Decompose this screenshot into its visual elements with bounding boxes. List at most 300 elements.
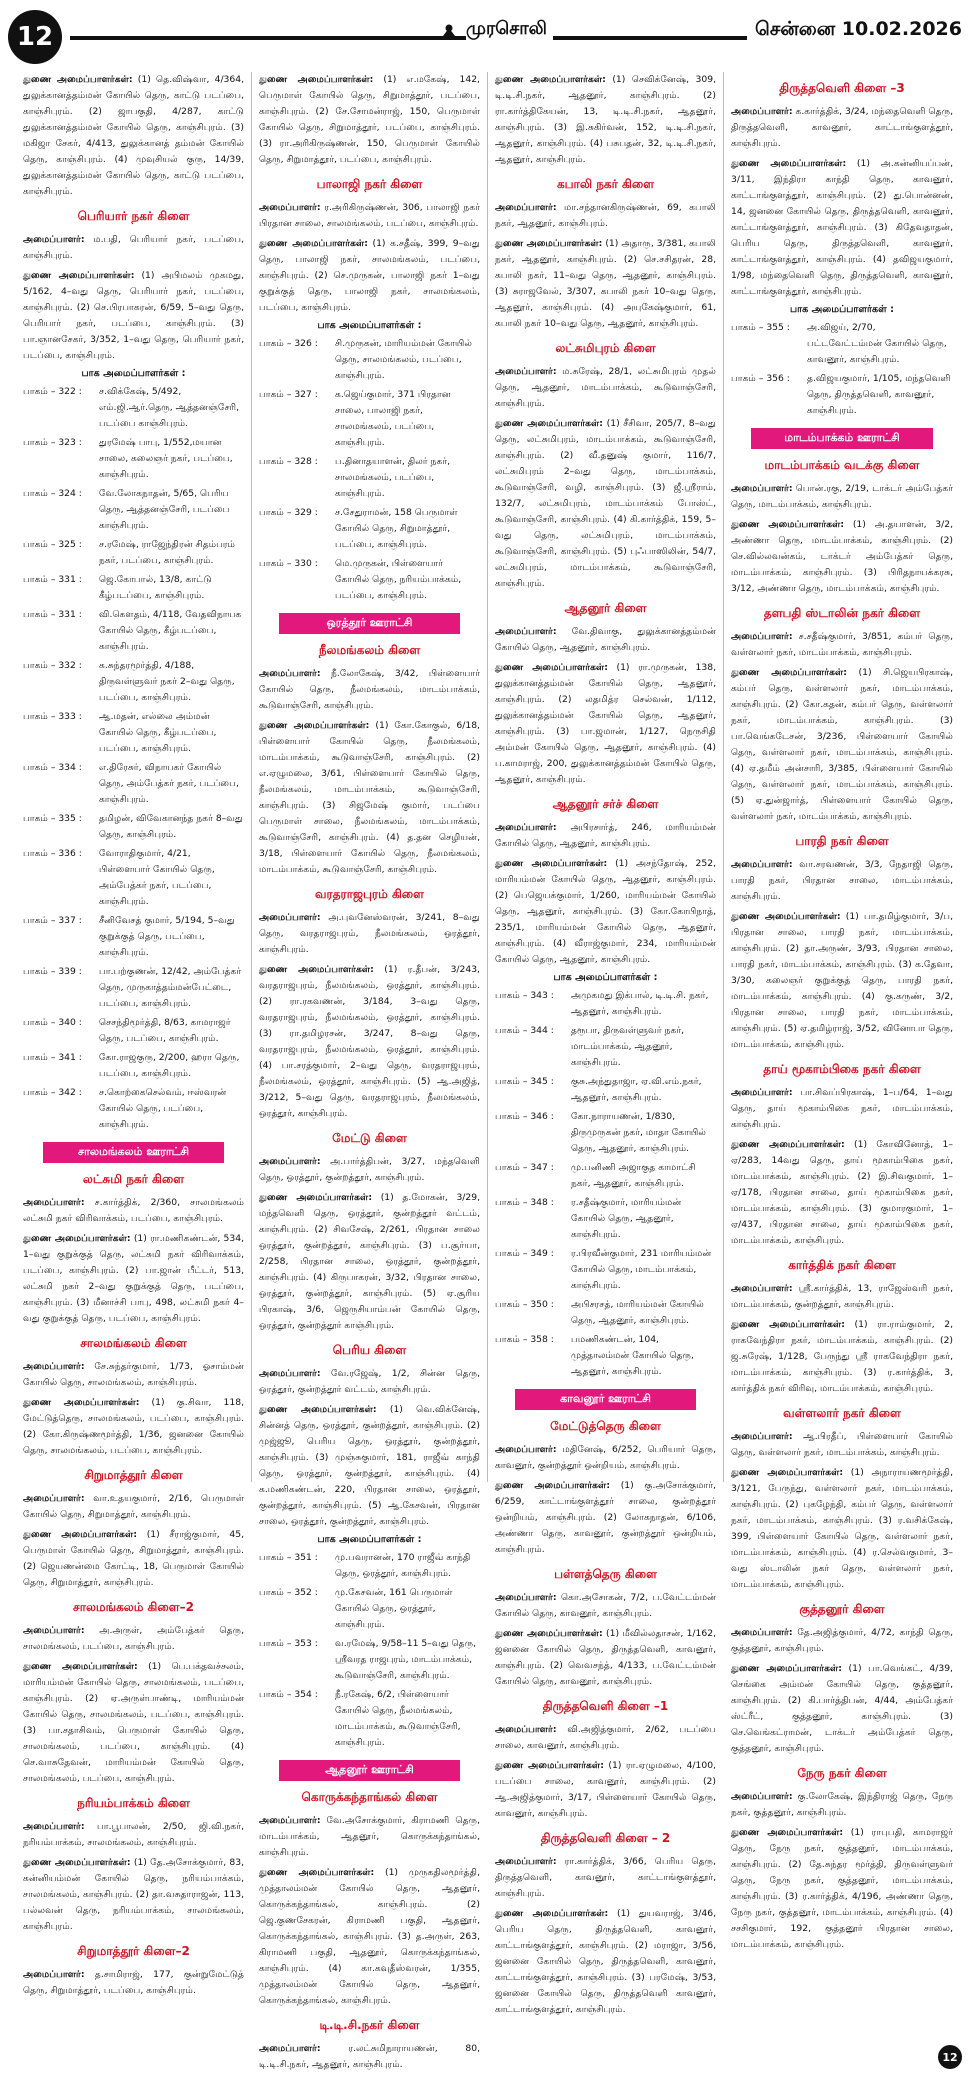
role-label: துணை அமைப்பாளர்கள்:: [495, 418, 603, 429]
branch-heading: பெரியார் நகர் கிளை: [77, 209, 190, 223]
booth-number: பாகம் – 329 :: [259, 507, 318, 518]
names-text: (1) முருகதிலமூர்த்தி, முத்தாலம்மன் கோயில் தெரு, ஆதனூர், கொருக்கந்தாங்கல், காஞ்சிபுரம். (2) ஜெ.குணசேகரன், கிராமணி பகுதி, ஆதனூர், கொருக்கந்தாங்கல், காஞ்சிபுரம். (3) த.அருள், 263, கிராமணி பகுதி, ஆதனூர், கொருக்கந்தாங்கல், காஞ்சிபுரம். (4) கா.கவுதீஸ்வரன், 1/355, முத்தாலம்மன் கோயில் தெரு, ஆதனூர், கொருக்கந்தாங்கல், காஞ்சிபுரம்.: [259, 1867, 480, 2006]
role-label: துணை அமைப்பாளர்கள்:: [495, 1760, 604, 1771]
office-bearer-paragraph: [495, 72, 716, 168]
names-text: (1) அ.கன்னியப்பன், 3/11, இந்திரா காந்தி தெரு, காவனூர், காட்டாங்குளத்தூர், காஞ்சிபுரம். (2) து.பொன்னன், 14, ஜனனை கோயில் தெரு, திருத்தவெளி, காவனூர், காட்டாங்குளத்தூர், காஞ்சிபுரம். (3) கிதேவதாதன், பெரிய தெரு, திருத்தவெளி, காவனூர், காட்டாங்குளத்தூர், காஞ்சிபுரம். (4) தவிஜயகுமார், 1/98, மந்தைவெளி தெரு, திருத்தவெளி, காவனூர், காட்டாங்குளத்தூர், காஞ்சிபுரம்.: [731, 158, 953, 297]
office-bearer-paragraph: [23, 1623, 244, 1655]
office-bearer-paragraph: [731, 1281, 953, 1313]
booth-number: பாகம் – 345 :: [495, 1076, 554, 1087]
names-text: அ.பார்த்திபன், 3/27, மந்தவெளி தெரு, ஒரத்தூர், குன்றத்தூர், காஞ்சிபுரம்.: [259, 1156, 480, 1183]
booth-organizer: அபிசரசத், மாரியம்மன் கோயில் தெரு, ஆதனூர், காஞ்சிபுரம்.: [571, 1299, 704, 1326]
role-label: அமைப்பாளர்:: [23, 1625, 85, 1636]
booth-number: பாகம் – 340 :: [23, 1017, 82, 1028]
booth-number: பாகம் – 355 :: [731, 322, 790, 333]
booth-number: பாகம் – 324 :: [23, 488, 82, 499]
booth-organizer: பா.பற்குணன், 12/42, அம்பேத்கர் தெரு, முருகாத்தம்மன்பேட்டை, படப்பை, காஞ்சிபுரம்.: [99, 966, 242, 1009]
branch-heading: பள்ளத்தெரு கிளை: [554, 1567, 657, 1581]
booth-organizer: வே.லோகநாதன், 5/65, பெரிய தெரு, ஆத்தனஞ்சேரி, படப்பை காஞ்சிபுரம்.: [99, 488, 230, 531]
booth-row: [259, 556, 480, 604]
booth-number: பாகம் – 328 :: [259, 456, 318, 467]
role-label: அமைப்பாளர்:: [495, 1592, 557, 1603]
office-bearer-paragraph: [259, 1813, 480, 1861]
newspaper-name: முரசொலி: [466, 18, 553, 41]
office-bearer-paragraph: [23, 1195, 244, 1227]
booth-row: [259, 1636, 480, 1684]
booth-row: [23, 1015, 244, 1047]
branch-heading: பாரதி நகர் கிளை: [795, 834, 889, 848]
booth-number: பாகம் – 358 :: [495, 1334, 554, 1345]
role-label: அமைப்பாளர்:: [495, 626, 557, 637]
branch-heading: கொருக்கந்தாங்கல் கிளை: [301, 1790, 438, 1804]
office-bearer-paragraph: [259, 1190, 480, 1334]
names-text: கொ.அசோகன், 7/2, ப.வேட்டம்மன் கோயில் தெரு, காவனூர், காஞ்சிபுரம்.: [495, 1592, 716, 1619]
booth-organizer: க.சுந்தரமூர்த்தி, 4/188, திருவள்ளுவர் நகர் 2–வது தெரு, படப்பை, காஞ்சிபுரம்.: [99, 660, 235, 703]
booth-row: [259, 1585, 480, 1633]
role-label: துணை அமைப்பாளர்கள்:: [495, 74, 606, 85]
names-text: வே.அசோக்குமார், கிராமணி தெரு, மாடம்பாக்கம், ஆதனூர், கொருக்கந்தாங்கல், காஞ்சிபுரம்.: [259, 1815, 480, 1858]
booth-row: [259, 1550, 480, 1582]
section-subheading: பாக அமைப்பாளர்கள் :: [81, 368, 186, 379]
booth-organizer: ர.சதீஷ்குமார், மாரியம்மன் கோயில் தெரு, ஆதனூர், காஞ்சிபுரம்.: [571, 1197, 682, 1240]
office-bearer-paragraph: [23, 232, 244, 264]
office-bearer-paragraph: [731, 629, 953, 661]
office-bearer-paragraph: [259, 1366, 480, 1398]
office-bearer-paragraph: [731, 1429, 953, 1461]
role-label: அமைப்பாளர்:: [259, 1368, 321, 1379]
role-label: துணை அமைப்பாளர்கள்:: [259, 238, 368, 249]
office-bearer-paragraph: [495, 1906, 716, 2018]
role-label: துணை அமைப்பாளர்கள்:: [23, 1857, 131, 1868]
role-label: துணை அமைப்பாளர்கள்:: [731, 1663, 842, 1674]
column-3: [488, 72, 724, 2015]
names-text: (1) த.மோகன், 3/29, மந்தவெளி தெரு, ஒரத்தூர், குன்றத்தூர் வட்டம், காஞ்சிபுரம். (2) சிவசேஷ், 2/261, பிரதான சாலை ஒரத்தூர், குன்றத்தூர், காஞ்சிபுரம். (3) ப.சூர்யா, 2/258, பிரதான சாலை, ஒரத்தூர், குன்றத்தூர், காஞ்சிபுரம். (4) கிருபாகரன், 3/32, பிரதான சாலை, ஒரத்தூர், குன்றத்தூர், காஞ்சிபுரம். (5) ஏ.சூரிய பிரகாஷ், 3/6, ஜெருசியாம்பன் கோயில் தெரு, ஒரத்தூர், குன்றத்தூர் காஞ்சிபுரம்.: [259, 1192, 480, 1331]
column-2: [252, 72, 488, 2070]
role-label: அமைப்பாளர்:: [23, 234, 85, 245]
names-text: (1) கோவினோத், 1–ஏ/283, 14வது தெரு, தாய் மூகாம்பிகை நகர், மாடம்பாக்கம், காஞ்சிபுரம். (2) இ.சிவகுமார், 1–ஏ/178, பிரதான சாலை, தாய் மூகாம்பிகை நகர், மாடம்பாக்கம், காஞ்சிபுரம். (3) குமாரகுமார், 1–ஏ/437, பிரதான சாலை, தாய் மூகாம்பிகை நகர், மாடம்பாக்கம், காஞ்சிபுரம்.: [731, 1139, 953, 1246]
booth-organizer: துரமேஷ் பாபு, 1/552,மயான சாலை, கலைஞர் நகர், படப்பை, காஞ்சிபுரம்.: [99, 437, 233, 480]
masthead: [0, 0, 972, 68]
names-text: ச.சதீஷ்குமார், 3/851, கம்பர் தெரு, வள்ளலார் நகர், மாடம்பாக்கம், காஞ்சிபுரம்.: [731, 631, 953, 658]
section-subheading: பாக அமைப்பாளர்கள் :: [789, 304, 895, 315]
booth-organizer: தரூபா, திருவள்ளுவர் நகர், மாடம்பாக்கம், ஆதனூர், காஞ்சிபுரம்.: [571, 1025, 685, 1068]
office-bearer-paragraph: [23, 1855, 244, 1935]
office-bearer-paragraph: [731, 1625, 953, 1657]
article-columns: [16, 72, 961, 2070]
names-text: (1) அதாரு, 3/381, கபாலி நகர், ஆதனூர், காஞ்சிபுரம். (2) செ.சசிதரன், 28, கபாலி நகர், 11–வது தெரு, ஆதனூர், காஞ்சிபுரம். (3) சுராஜவேல், 3/307, கபாலி நகர் 10–வது தெரு, ஆதனூர், காஞ்சிபுரம். (4) அயுகேஷ்குமார், 61, கபாலி நகர் 10–வது தெரு, ஆதனூர், காஞ்சிபுரம்.: [495, 238, 716, 329]
booth-number: பாகம் – 330 :: [259, 558, 318, 569]
office-bearer-paragraph: [731, 156, 953, 300]
branch-heading: நீலமங்கலம் கிளை: [318, 643, 421, 657]
booth-row: [23, 658, 244, 706]
booth-number: பாகம் – 356 :: [731, 373, 790, 384]
role-label: துணை அமைப்பாளர்கள்:: [259, 1192, 373, 1203]
office-bearer-paragraph: [495, 624, 716, 656]
booth-row: [23, 435, 244, 483]
booth-organizer: கோ.ராஜகுரு, 2/200, ஹரா தெரு, படப்பை, காஞ்சிபுரம்.: [99, 1052, 240, 1079]
names-text: (1) ரா.முருகன், 138, துலுக்கானத்தம்மன் கோயில் தெரு, ஆதனூர், காஞ்சிபுரம். (2) லதமித்ர செல்வன், 1/112, துலுக்கானத்தம்மன் கோயில் தெரு, ஆதனூர், காஞ்சிபுரம். (3) பா.ஜமான், 1/127, நெருசிதி அம்மன் கோயில் தெரு, ஆதனூர், காஞ்சிபுரம். (4) ப.காமராஜ், 200, துலுக்கானத்தம்மன் கோயில் தெரு, ஆதனூர், காஞ்சிபுரம்.: [495, 662, 716, 785]
booth-number: பாகம் – 344 :: [495, 1025, 554, 1036]
booth-organizer: ப.தினாதயாளன், திலர் நகர், சாலமங்கலம், படப்பை, காஞ்சிபுரம்.: [335, 456, 451, 499]
office-bearer-paragraph: [731, 1661, 953, 1757]
booth-organizer: அ.விஜய், 2/70, பட்டவேட்டம்மன் கோயில் தெரு, காவனூர், காஞ்சிபுரம்.: [807, 322, 947, 365]
role-label: அமைப்பாளர்:: [495, 1724, 557, 1735]
role-label: துணை அமைப்பாளர்கள்:: [495, 662, 608, 673]
office-bearer-paragraph: [495, 1626, 716, 1690]
role-label: துணை அமைப்பாளர்கள்:: [731, 519, 845, 530]
branch-heading: மேட்டு கிளை: [332, 1131, 407, 1145]
branch-heading: ஆதனூர் கிளை: [564, 601, 647, 615]
office-bearer-paragraph: [23, 1527, 244, 1591]
branch-heading: சாலமங்கலம் கிளை–2: [73, 1600, 194, 1614]
booth-organizer: ஜெ.கோபால், 13/8, காட்டு கீழ்படப்பை, காஞ்சிபுரம்.: [99, 574, 212, 601]
role-label: அமைப்பாளர்:: [259, 1156, 321, 1167]
office-bearer-paragraph: [259, 910, 480, 958]
names-text: வி.அஜித்குமார், 2/62, படப்பை சாலை, காவனூர், காஞ்சிபுரம்.: [495, 1724, 716, 1751]
panchayat-banner: ஒரத்தூர் ஊராட்சி: [279, 613, 460, 634]
booth-organizer: ச.ரமேஷ், ராஜேந்திரன் சிதம்பரம் நகர், படப்பை, காஞ்சிபுரம்.: [99, 539, 236, 566]
booth-row: [495, 1297, 716, 1329]
booth-row: [259, 505, 480, 553]
role-label: அமைப்பாளர்:: [495, 1444, 557, 1455]
office-bearer-paragraph: [23, 1819, 244, 1851]
booth-row: [259, 336, 480, 384]
section-subheading: பாக அமைப்பாளர்கள் :: [317, 320, 422, 331]
office-bearer-paragraph: [23, 72, 244, 200]
names-text: (1) அபிமலம் முகமது, 5/162, 4–வது தெரு, பெரியார் நகர், படப்பை, காஞ்சிபுரம். (2) செ.பிரபாகரன், 6/59, 5–வது தெரு, பெரியார் நகர், படப்பை, காஞ்சிபுரம். (3) பா.ஞானசேகர், 3/352, 1–வது தெரு, பெரியார் நகர், படப்பை, காஞ்சிபுரம்.: [23, 270, 244, 361]
booth-number: பாகம் – 336 :: [23, 848, 82, 859]
office-bearer-paragraph: [259, 200, 480, 232]
office-bearer-paragraph: [23, 1967, 244, 1999]
names-text: (1) ரா.ராம்குமார், 2, ராகவேந்திரா நகர், மாடம்பாக்கம், காஞ்சிபுரம். (2) ஜ.சுரேஷ், 1/128, பேருந்து ஸ்ரீ ராகவேந்திரா நகர், மாடம்பாக்கம், காஞ்சிபுரம். (3) ர.கார்த்திக், 3, கார்த்திக் நகர் விரிவு, மாடம்பாக்கம், காஞ்சிபுரம்.: [731, 1319, 953, 1394]
booth-number: பாகம் – 327 :: [259, 389, 318, 400]
branch-heading: கபாலி நகர் கிளை: [556, 177, 655, 191]
office-bearer-paragraph: [495, 236, 716, 332]
booth-row: [23, 913, 244, 961]
office-bearer-paragraph: [731, 857, 953, 905]
booth-row: [23, 760, 244, 808]
booth-row: [259, 387, 480, 451]
booth-number: பாகம் – 351 :: [259, 1552, 318, 1563]
names-text: வா.சரவணன், 3/3, நேதாஜி தெரு, பாரதி நகர், பிரதான சாலை, மாடம்பாக்கம், காஞ்சிபுரம்.: [731, 859, 953, 902]
office-bearer-paragraph: [731, 1789, 953, 1821]
names-text: ம.பதி, பெரியார் நகர், படப்பை, காஞ்சிபுரம்.: [23, 234, 244, 261]
booth-row: [23, 537, 244, 569]
booth-number: பாகம் – 339 :: [23, 966, 82, 977]
booth-number: பாகம் – 349 :: [495, 1248, 554, 1259]
names-text: (1) ராபுபதி, காமராஜர் தெரு, நேரு நகர், குத்தனூர், மாடம்பாக்கம், காஞ்சிபுரம். (2) தே.சுந்தர மூர்த்தி, திருவள்ளுவர் தெரு, நேரு நகர், குத்தனூர், மாடம்பாக்கம், காஞ்சிபுரம். (3) ர.கார்த்திக், 4/196, அண்ணா தெரு, நேரு நகர், குத்தனூர், மாடம்பாக்கம், காஞ்சிபுரம். (4) சசசிகுமார், 192, குத்தனூர் பிரதான சாலை, மாடம்பாக்கம், காஞ்சிபுரம்.: [731, 1827, 953, 1950]
names-text: (1) அசந்தோஷ், 252, மாரியம்மன் கோயில் தெரு, ஆதனூர், காஞ்சிபுரம். (2) பெஜெயக்குமார், 1/260, மாரியம்மன் கோயில் தெரு, ஆதனூர், காஞ்சிபுரம். (3) கோ.கோபிநாத், 235/1, மாரியம்மன் கோயில் தெரு, ஆதனூர், காஞ்சிபுரம். (4) வீராஜ்குமார், 234, மாரியம்மன் கோயில் தெரு, ஆதனூர், காஞ்சிபுரம்.: [495, 858, 716, 965]
branch-heading: லட்சுமி நகர் கிளை: [82, 1172, 185, 1186]
booth-row: [495, 1109, 716, 1157]
role-label: துணை அமைப்பாளர்கள்:: [495, 858, 608, 869]
branch-heading: திருத்தவெளி கிளை –3: [779, 81, 905, 95]
booth-number: பாகம் – 353 :: [259, 1638, 318, 1649]
role-label: துணை அமைப்பாளர்கள்:: [259, 74, 374, 85]
rising-sun-logo-icon: [438, 22, 460, 42]
booth-number: பாகம் – 323 :: [23, 437, 82, 448]
booth-row: [23, 486, 244, 534]
names-text: ச.கார்த்திக், 2/360, சாலமங்கலம் லட்சுமி நகர் விரிவாக்கம், படப்பை, காஞ்சிபுரம்.: [23, 1197, 244, 1224]
branch-heading: வரதராஜபுரம் கிளை: [315, 887, 424, 901]
names-text: அ.அருள், அம்பேத்கர் தெரு, சாலமங்கலம், படப்பை, காஞ்சிபுரம்.: [23, 1625, 244, 1652]
role-label: அமைப்பாளர்:: [23, 1361, 85, 1372]
office-bearer-paragraph: [731, 481, 953, 513]
role-label: அமைப்பாளர்:: [731, 859, 793, 870]
panchayat-banner: காவனூர் ஊராட்சி: [515, 1389, 696, 1410]
booth-organizer: செசந்திமூர்த்தி, 8/63, காமராஜர் தெரு, படப்பை, காஞ்சிபுரம்.: [99, 1017, 231, 1044]
names-text: (1) ர.தீபன், 3/243, வரதராஜபுரம், நீலமங்கலம், ஒரத்தூர், காஞ்சிபுரம். (2) ரா.ரகவணன், 3/184, 3–வது தெரு, வரதராஜபுரம், நீலமங்கலம், ஒரத்தூர், காஞ்சிபுரம். (3) ரா.தமிழரசன், 3/247, 8–வது தெரு, வரதராஜபுரம், நீலமங்கலம், ஒரத்தூர், காஞ்சிபுரம். (4) பா.சரத்குமார், 2–வது தெரு, வரதராஜபுரம், நீலமங்கலம், ஒரத்தூர், காஞ்சிபுரம். (5) ஆ.அஜித், 3/212, 5–வது தெரு, வரதராஜபுரம், நீலமங்கலம், ஒரத்தூர், காஞ்சிபுரம்.: [259, 964, 480, 1119]
branch-heading: சாலமங்கலம் கிளை: [80, 1336, 187, 1350]
office-bearer-paragraph: [23, 1231, 244, 1327]
office-bearer-paragraph: [731, 1085, 953, 1133]
booth-row: [495, 1195, 716, 1243]
office-bearer-paragraph: [731, 1465, 953, 1593]
section-subheading: பாக அமைப்பாளர்கள் :: [553, 972, 658, 983]
branch-heading: திருத்தவெளி கிளை – 2: [540, 1831, 671, 1845]
office-bearer-paragraph: [259, 1865, 480, 2009]
booth-row: [23, 811, 244, 843]
office-bearer-paragraph: [259, 2041, 480, 2073]
booth-organizer: ச.கொற்கைசெல்வம், ஈஸ்வரன் கோயில் தெரு, படப்பை, காஞ்சிபுரம்.: [99, 1087, 227, 1130]
office-bearer-paragraph: [495, 1722, 716, 1754]
office-bearer-paragraph: [259, 236, 480, 316]
booth-organizer: வ.ரமேஷ், 9/58–11 5–வது தெரு, ஸ்ரீவரத ராஜபுரம், மாடம்பாக்கம், கூடுவாஞ்சேரி, காஞ்சிபுரம்.: [335, 1638, 477, 1681]
booth-row: [23, 607, 244, 655]
branch-heading: நரியம்பாக்கம் கிளை: [77, 1796, 190, 1810]
booth-number: பாகம் – 341 :: [23, 1052, 82, 1063]
office-bearer-paragraph: [259, 962, 480, 1122]
booth-number: பாகம் – 325 :: [23, 539, 82, 550]
page-number-badge: 12: [8, 10, 62, 64]
panchayat-banner: ஆதனூர் ஊராட்சி: [279, 1760, 460, 1781]
office-bearer-paragraph: [259, 1402, 480, 1530]
booth-number: பாகம் – 334 :: [23, 762, 82, 773]
names-text: (1) சி.ஜெயபிரகாஷ், கம்பர் தெரு, வள்ளலார் நகர், மாடம்பாக்கம், காஞ்சிபுரம். (2) கோ.கதன், கம்பர் தெரு, வள்ளலார் நகர், மாடம்பாக்கம், காஞ்சிபுரம். (3) பா.வெங்கடேசன், 3/236, பிள்ளையார் கோயில் தெரு, வள்ளலார் நகர், மாடம்பாக்கம், காஞ்சிபுரம். (4) ஏ.தமீம் அன்சாரி, 3/385, பிள்ளையார் கோயில் தெரு, வள்ளலார் நகர், மாடம்பாக்கம், காஞ்சிபுரம். (5) ஏ.துன்ஜார்த், பிள்ளையார் கோயில் தெரு, வள்ளலார் நகர், மாடம்பாக்கம், காஞ்சிபுரம்.: [731, 667, 953, 822]
booth-organizer: க.ஜெய்குமார், 371 பிரதான சாலை, பாலாஜி நகர், சாலமங்கலம், படப்பை, காஞ்சிபுரம்.: [335, 389, 451, 448]
booth-number: பாகம் – 350 :: [495, 1299, 554, 1310]
role-label: துணை அமைப்பாளர்கள்:: [259, 1867, 375, 1878]
names-text: வே.ரஜேஷ், 1/2, சின்ன தெரு, ஒரத்தூர், குன்றத்தூர் வட்டம், காஞ்சிபுரம்.: [259, 1368, 480, 1395]
booth-organizer: ச.சேதுராமன், 158 பெருமாள் கோயில் தெரு, சிறுமாத்தூர், படப்பை, காஞ்சிபுரம்.: [335, 507, 458, 550]
booth-number: பாகம் – 335 :: [23, 813, 82, 824]
office-bearer-paragraph: [731, 1317, 953, 1397]
names-text: பா.பூபாலன், 2/50, ஜி.வி.நகர், நரியம்பாக்கம், சாலமங்கலம், காஞ்சிபுரம்.: [23, 1821, 244, 1848]
booth-row: [23, 384, 244, 432]
names-text: ம.சுரேஷ், 28/1, லட்சுமிபுரம் முதல் தெரு, ஆதனூர், மாடம்பாக்கம், கூடுவாஞ்சேரி, காஞ்சிபுரம்.: [495, 366, 716, 409]
branch-heading: நேரு நகர் கிளை: [797, 1766, 887, 1780]
branch-heading: டி.டி.சி.நகர் கிளை: [319, 2018, 420, 2032]
booth-number: பாகம் – 337 :: [23, 915, 82, 926]
booth-organizer: மெ.முருகன், பிள்ளையார் கோயில் தெரு, நரியம்பாக்கம், படப்பை, காஞ்சிபுரம்.: [335, 558, 462, 601]
booth-number: பாகம் – 332 :: [23, 660, 82, 671]
branch-heading: கார்த்திக் நகர் கிளை: [788, 1258, 896, 1272]
names-text: தே.அஜித்குமார், 4/72, காந்தி தெரு, குத்தனூர், காஞ்சிபுரம்.: [731, 1627, 953, 1654]
office-bearer-paragraph: [495, 416, 716, 592]
branch-heading: வள்ளலார் நகர் கிளை: [783, 1406, 901, 1420]
role-label: அமைப்பாளர்:: [495, 822, 557, 833]
booth-number: பாகம் – 347 :: [495, 1162, 554, 1173]
booth-number: பாகம் – 322 :: [23, 386, 82, 397]
booth-number: பாகம் – 331 :: [23, 609, 82, 620]
role-label: துணை அமைப்பாளர்கள்:: [259, 720, 370, 731]
names-text: (1) அ.தயாளன், 3/2, அண்ணா தெரு, மாடம்பாக்கம், காஞ்சிபுரம். (2) செ.வில்லவன்கம், டாக்டர் அம்பேத்கர் தெரு, மாடம்பாக்கம், காஞ்சிபுரம். (3) பிரிதநாயக்கரசு, 3/12, அண்ணா தெரு, மாடம்பாக்கம், காஞ்சிபுரம்.: [731, 519, 953, 594]
names-text: (1) அநாராயணமூர்த்தி, 3/121, பேருந்து, வள்ளலார் நகர், மாடம்பாக்கம், காஞ்சிபுரம். (2) புகழேந்தி, கம்பர் தெரு, வள்ளலார் நகர், மாடம்பாக்கம், காஞ்சிபுரம். (3) ர.வசிக்கேஷ், 399, பிள்ளையார் கோயில் தெரு, வள்ளலார் நகர், மாடம்பாக்கம், காஞ்சிபுரம். (4) ர.செல்வகுமார், 3–வது ஸ்டாலின் நகர் தெரு, வள்ளலார் நகர், மாடம்பாக்கம், காஞ்சிபுரம்.: [731, 1467, 953, 1590]
booth-organizer: மு.பவரானன், 170 ராஜீவ் காந்தி தெரு, ஒரத்தூர், காஞ்சிபுரம்.: [335, 1552, 471, 1579]
role-label: துணை அமைப்பாளர்கள்:: [731, 1827, 844, 1838]
role-label: அமைப்பாளர்:: [731, 1087, 793, 1098]
booth-row: [23, 709, 244, 757]
names-text: (1) எ.மகேஷ், 142, பெருமாள் கோயில் தெரு, சிறுமாத்தூர், படப்பை, காஞ்சிபுரம். (2) சே.சோமன்ராஜ், 150, பெருமாள் கோயில் தெரு, சிறுமாத்தூர், படப்பை, காஞ்சிபுரம். (3) ரா.அரிகிருஷ்ணன், 150, பெருமாள் கோயில் தெரு, சிறுமாத்தூர், படப்பை, காஞ்சிபுரம்.: [259, 74, 480, 165]
office-bearer-paragraph: [731, 1137, 953, 1249]
branch-heading: தாய் மூகாம்பிகை நகர் கிளை: [763, 1062, 921, 1076]
role-label: அமைப்பாளர்:: [23, 1493, 85, 1504]
office-bearer-paragraph: [495, 364, 716, 412]
booth-organizer: ச.விக்கேஷ், 5/492, எம்.ஜி.ஆர்.தெரு, ஆத்தனஞ்சேரி, படப்பை காஞ்சிபுரம்.: [99, 386, 240, 429]
role-label: துணை அமைப்பாளர்கள்:: [23, 74, 133, 85]
booth-organizer: பமணிகண்டன், 104, முத்தாலம்மன் கோயில் தெரு, ஆதனூர், காஞ்சிபுரம்.: [571, 1334, 694, 1377]
role-label: துணை அமைப்பாளர்கள்:: [731, 1319, 845, 1330]
role-label: துணை அமைப்பாளர்கள்:: [495, 1908, 609, 1919]
names-text: (1) தெ.விஷ்வா, 4/364, துலுக்கானத்தம்மன் கோயில் தெரு, காட்டு படப்பை, காஞ்சிபுரம். (2) ஜாபகுதி, 4/287, காட்டு துலுக்கானத்தம்மன் கோயில் தெரு, காஞ்சிபுரம். (3) மகிஜா சேகர், 4/413, துலுக்கானத் தம்மன் கோயில் தெரு, காஞ்சிபுரம். (4) முவுசியல் குரு, 14/39, துலுக்கானத்தம்மன் கோயில் தெரு, காட்டு படப்பை, காஞ்சிபுரம்.: [23, 74, 244, 197]
office-bearer-paragraph: [731, 517, 953, 597]
branch-heading: மேட்டுத்தெரு கிளை: [550, 1419, 661, 1433]
booth-number: பாகம் – 343 :: [495, 990, 554, 1001]
names-text: (1) துயவராஜ், 3/46, பெரிய தெரு, திருத்தவெளி, காவனூர், காட்டாங்குளத்தூர், காஞ்சிபுரம். (2) மராஜா, 3/56, ஜனனை கோயில் தெரு, திருத்தவெளி, காவனூர், காட்டாங்குளத்தூர், காஞ்சிபுரம். (3) பரமேஷ், 3/53, ஜனனை கோயில் தெரு, திருத்தவெளி காவனூர், காட்டாங்குளத்தூர், காஞ்சிபுரம்.: [495, 1908, 716, 2015]
column-1: [16, 72, 252, 1996]
branch-heading: ஆதனூர் சர்ச் கிளை: [552, 797, 659, 811]
booth-organizer: வி.கௌதம், 4/118, வேதவிநாயக கோயில் தெரு, கீழ்படப்பை, காஞ்சிபுரம்.: [99, 609, 242, 652]
booth-number: பாகம் – 326 :: [259, 338, 318, 349]
role-label: அமைப்பாளர்:: [259, 668, 321, 679]
branch-heading: சிறுமாத்தூர் கிளை–2: [77, 1944, 190, 1958]
booth-row: [495, 1332, 716, 1380]
role-label: அமைப்பாளர்:: [731, 483, 793, 494]
names-text: க.கார்த்திக், 3/24, மந்தைவெளி தெரு, திருத்தவெளி, காவனூர், காட்டாங்குளத்தூர், காஞ்சிபுரம்.: [731, 106, 954, 149]
office-bearer-paragraph: [495, 820, 716, 852]
role-label: துணை அமைப்பாளர்கள்:: [23, 1661, 138, 1672]
role-label: துணை அமைப்பாளர்கள்:: [731, 1139, 845, 1150]
panchayat-banner: மாடம்பாக்கம் ஊராட்சி: [751, 428, 933, 449]
booth-organizer: மு.கேசவன், 161 பெருமாள் கோயில் தெரு, ஒரத்தூர், காஞ்சிபுரம்.: [335, 1587, 453, 1630]
role-label: அமைப்பாளர்:: [259, 912, 321, 923]
role-label: துணை அமைப்பாளர்கள்:: [731, 1467, 844, 1478]
booth-organizer: குசு.அந்துதாஜா, ஏ.வி.எம்.நகர், ஆதனூர், காஞ்சிபுரம்.: [571, 1076, 702, 1103]
office-bearer-paragraph: [23, 1659, 244, 1787]
role-label: அமைப்பாளர்:: [259, 2043, 321, 2054]
booth-row: [495, 1074, 716, 1106]
booth-organizer: மு.பனிணி அஜாகுத காமாட்சி நகர், ஆதனூர், காஞ்சிபுரம்.: [571, 1162, 696, 1189]
role-label: அமைப்பாளர்:: [23, 1969, 85, 1980]
section-subheading: பாக அமைப்பாளர்கள் :: [317, 1534, 422, 1545]
branch-heading: திருத்தவெளி கிளை –1: [542, 1699, 669, 1713]
role-label: துணை அமைப்பாளர்கள்:: [495, 1628, 603, 1639]
names-text: (1) சீசிவா, 205/7, 8–வது தெரு, லட்சுமிபுரம், மாடம்பாக்கம், கூடுவாஞ்சேரி, காஞ்சிபுரம். (2) வீ.தனுஷ் குமார், 116/7, லட்சுமிபுரம் 2–வது தெரு, மாடம்பாக்கம், கூடுவாஞ்சேரி, வழி, காஞ்சிபுரம். (3) ஜீ.ஸ்ரீராம், 132/7, லட்சுமிபுரம், மாடம்பாக்கம் போஸ்ட், கூடுவாஞ்சேரி, காஞ்சிபுரம். (4) கி.கார்த்திக், 159, 5–வது தெரு, லட்சுமிபுரம், மாடம்பாக்கம், கூடுவாஞ்சேரி, காஞ்சிபுரம். (5) புஃபாஸிலின், 54/7, லட்சுமிபுரம், மாடம்பாக்கம், கூடுவாஞ்சேரி, காஞ்சிபுரம்.: [495, 418, 716, 589]
names-text: (1) தே.அசோக்குமார், 83, கன்னியம்மன் கோயில் தெரு, நரியம்பாக்கம், சாலமங்கலம், காஞ்சிபுரம். (2) தா.வசுதாராஜன், 113, பல்லவன் தெரு, நரியம்பாக்கம், சாலமங்கலம், காஞ்சிபுரம்.: [23, 1857, 244, 1932]
booth-row: [495, 1246, 716, 1294]
booth-organizer: த.விஜயகுமார், 1/105, மந்தவெளி தெரு, திருத்தவெளி, காவனூர், காஞ்சிபுரம்.: [807, 373, 951, 416]
role-label: அமைப்பாளர்:: [731, 1431, 793, 1442]
booth-organizer: ஆ.மதன், எல்லை அம்மன் கோயில் தெரு, கீழ்படப்பை, படப்பை, காஞ்சிபுரம்.: [99, 711, 217, 754]
office-bearer-paragraph: [495, 1758, 716, 1822]
booth-organizer: கோ.நாராயணன், 1/830, திருமுருகன் நகர், மாதா கோயில் தெரு, ஆதனூர், காஞ்சிபுரம்.: [571, 1111, 707, 1154]
footer-page-number: 12: [938, 2045, 962, 2069]
office-bearer-paragraph: [259, 718, 480, 878]
names-text: பா.சிவப்பிரகாஷ், 1–ப/64, 1–வது தெரு, தாய் மூகாம்பிகை நகர், மாடம்பாக்கம், காஞ்சிபுரம்.: [731, 1087, 953, 1130]
office-bearer-paragraph: [731, 909, 953, 1053]
role-label: துணை அமைப்பாளர்கள்:: [495, 238, 603, 249]
names-text: சே.சுந்தர்குமார், 1/73, ஓசாம்மன் கோயில் தெரு, சாலமங்கலம், காஞ்சிபுரம்.: [23, 1361, 244, 1388]
role-label: அமைப்பாளர்:: [731, 1627, 793, 1638]
role-label: துணை அமைப்பாளர்கள்:: [259, 964, 374, 975]
office-bearer-paragraph: [495, 200, 716, 232]
booth-row: [731, 371, 953, 419]
role-label: அமைப்பாளர்:: [731, 1283, 793, 1294]
role-label: அமைப்பாளர்:: [23, 1197, 85, 1208]
names-text: (1) கோ.கோகுல், 6/18, பிள்ளையார் கோயில் தெரு, நீலமங்கலம், மாடம்பாக்கம், கூடுவாஞ்சேரி, காஞ்சிபுரம். (2) எ.ஏழுமலை, 3/61, பிள்ளையார் கோயில் தெரு, நீலமங்கலம், மாடம்பாக்கம், கூடுவாஞ்சேரி, காஞ்சிபுரம். (3) சிஜமேஷ் குமார், படப்பை பெருமாள் சாலை, நீலமங்கலம், மாடம்பாக்கம், கூடுவாஞ்சேரி, காஞ்சிபுரம். (4) த.தன செழியன், 3/18, பிள்ளையார் கோயில் தெரு, நீலமங்கலம், மாடம்பாக்கம், கூடுவாஞ்சேரி, காஞ்சிபுரம்.: [259, 720, 480, 875]
role-label: அமைப்பாளர்:: [495, 202, 557, 213]
names-text: (1) பா.தமிழ்குமார், 3/ப, பிரதான சாலை, பாரதி நகர், மாடம்பாக்கம், காஞ்சிபுரம். (2) தா.அருண், 3/93, பிரதான சாலை, பாரதி நகர், மாடம்பாக்கம், காஞ்சிபுரம். (3) க.தேவா, 3/30, கலைஞர் குறுக்குத் தெரு, பாரதி நகர், மாடம்பாக்கம், காஞ்சிபுரம். (4) கு.கருண், 3/2, பிரதான சாலை, பாரதி நகர், மாடம்பாக்கம், காஞ்சிபுரம். (5) ஏ.தமிழ்ராஜ், 3/52, வினோபா தெரு, மாடம்பாக்கம், காஞ்சிபுரம்.: [731, 911, 953, 1050]
booth-row: [495, 1023, 716, 1071]
booth-organizer: நீ.ரகேஷ், 6/2, பிள்ளையார் கோயில் தெரு, நீலமங்கலம், மாடம்பாக்கம், கூடுவாஞ்சேரி, காஞ்சிபுரம்.: [335, 1689, 461, 1748]
branch-heading: குத்தனூர் கிளை: [799, 1602, 885, 1616]
panchayat-banner: சாலமங்கலம் ஊராட்சி: [43, 1142, 224, 1163]
names-text: (1) ரா.ஏழுமலை, 4/100, படப்பை சாலை, காவனூர், காஞ்சிபுரம். (2) ஆ.அஜித்குமார், 3/17, பிள்ளையார் கோயில் தெரு, காவனூர், காஞ்சிபுரம்.: [495, 1760, 716, 1819]
names-text: (1) செவிக்னேஷ், 309, டி.டி.சி.நகர், ஆதனூர், காஞ்சிபுரம். (2) ரா.கார்த்திகேயன், 13, டி.டி.சி.நகர், ஆதனூர், காஞ்சிபுரம். (3) இ.சுகிர்வன், 152, டி.டி.சி.நகர், ஆதனூர், காஞ்சிபுரம். (4) பசுபதன், 32, டி.டி.சி.நகர், ஆதனூர், காஞ்சிபுரம்.: [495, 74, 716, 165]
names-text: மதினேஷ், 6/252, பெரியார் தெரு, காவனூர், குன்றத்தூர் ஒன்றியம், காஞ்சிபுரம்.: [495, 1444, 716, 1471]
booth-row: [23, 846, 244, 910]
booth-row: [23, 1050, 244, 1082]
names-text: (1) பா.வெங்கட், 4/39, செங்கை அம்மன் கோயில் தெரு, குத்தனூர், காஞ்சிபுரம். (2) கி.பார்த்திபன், 4/44, அம்பேத்கர் ஸ்ட்ரீட், குத்தனூர், காஞ்சிபுரம். (3) செ.வெங்கட்ராமன், டாக்டர் அம்பேத்கர் தெரு, குத்தனூர், காஞ்சிபுரம்.: [731, 1663, 953, 1754]
names-text: அ.புவனேஸ்வரன், 3/241, 8–வது தெரு, வரதராஜபுரம், நீலமங்கலம், ஒரத்தூர், காஞ்சிபுரம்.: [259, 912, 480, 955]
office-bearer-paragraph: [23, 1491, 244, 1523]
names-text: வே.திவாகு, துலுக்கானத்தம்மன் கோயில் தெரு, ஆதனூர், காஞ்சிபுரம்.: [495, 626, 716, 653]
office-bearer-paragraph: [495, 1442, 716, 1474]
names-text: ர.லட்சுமிநாராயணன், 80, டி.டி.சி.நகர், ஆதனூர், காஞ்சிபுரம்.: [259, 2043, 480, 2070]
branch-heading: பாலாஜி நகர் கிளை: [316, 177, 423, 191]
booth-row: [495, 1160, 716, 1192]
role-label: துணை அமைப்பாளர்கள்:: [23, 1529, 138, 1540]
branch-heading: தளபதி ஸ்டாலின் நகர் கிளை: [763, 606, 921, 620]
role-label: அமைப்பாளர்:: [495, 366, 557, 377]
booth-number: பாகம் – 346 :: [495, 1111, 554, 1122]
role-label: அமைப்பாளர்:: [731, 106, 793, 117]
office-bearer-paragraph: [731, 665, 953, 825]
office-bearer-paragraph: [731, 104, 953, 152]
branch-heading: மாடம்பாக்கம் வடக்கு கிளை: [764, 458, 920, 472]
names-text: அபிரசார்த், 246, மாரியம்மன் கோயில் தெரு, ஆதனூர், காஞ்சிபுரம்.: [495, 822, 716, 849]
names-text: (1) க.சதீஷ், 399, 9–வது தெரு, பாலாஜி நகர், சாலமங்கலம், படப்பை, காஞ்சிபுரம். (2) செ.முருகன், பாலாஜி நகர் 1–வது குறுக்குத் தெரு, பாலாஜி நகர், சாலமங்கலம், படப்பை, காஞ்சிபுரம்.: [259, 238, 480, 313]
names-text: ஆ.பிரதீப், பிள்ளையார் கோயில் தெரு, வள்ளலார் நகர், மாடம்பாக்கம், காஞ்சிபுரம்.: [731, 1431, 953, 1458]
names-text: ர.அரிகிருஷ்ணன், 306, பாலாஜி நகர் பிரதான சாலை, சாலமங்கலம், படப்பை, காஞ்சிபுரம்.: [259, 202, 480, 229]
names-text: நீ.லோகேஷ், 3/42, பிள்ளையார் கோயில் தெரு, நீலமங்கலம், மாடம்பாக்கம், கூடுவாஞ்சேரி, காஞ்சிபுரம்.: [259, 668, 480, 711]
names-text: ரா.கார்த்திக், 3/66, பெரிய தெரு, திருத்தவெளி, காவனூர், காட்டாங்குளத்தூர், காஞ்சிபுரம்.: [495, 1856, 716, 1899]
names-text: (1) சீராஜ்குமார், 45, பெருமாள் கோயில் தெரு, சிறுமாத்தூர், காஞ்சிபுரம். (2) ஜெயணன்மை கோட்டி, 18, பெருமாள் கோயில் தெரு, சிறுமாத்தூர், காஞ்சிபுரம்.: [23, 1529, 244, 1588]
office-bearer-paragraph: [495, 1590, 716, 1622]
role-label: துணை அமைப்பாளர்கள்:: [23, 1397, 140, 1408]
names-text: மா.சந்தானகிருஷ்ணன், 69, கபாலி நகர், ஆதனூர், காஞ்சிபுரம்.: [495, 202, 716, 229]
booth-number: பாகம் – 354 :: [259, 1689, 318, 1700]
office-bearer-paragraph: [23, 268, 244, 364]
booth-row: [23, 964, 244, 1012]
names-text: (1) கு.சிவா, 118, மேட்டுத்தெரு, சாலமங்கலம், படப்பை, காஞ்சிபுரம். (2) கோ.கிருஷ்ணமூர்த்தி, 1/36, ஜனனை கோயில் தெரு, சாலமங்கலம், படப்பை, காஞ்சிபுரம்.: [23, 1397, 244, 1456]
role-label: அமைப்பாளர்:: [259, 202, 321, 213]
booth-row: [259, 1687, 480, 1751]
names-text: (1) மீவில்லதாசன், 1/162, ஜனனை கோயில் தெரு, திருத்தவெளி, காவனூர், காஞ்சிபுரம். (2) வெவசந்த், 4/133, ப.வேட்டம்மன் கோயில் தெரு, காவனூர், காஞ்சிபுரம்.: [495, 1628, 716, 1687]
booth-organizer: தமிழன், விவேகானந்த நகர் 8–வது தெரு, காஞ்சிபுரம்.: [99, 813, 244, 840]
booth-organizer: ர.பிரவீன்குமார், 231 மாரியம்மன் கோயில் தெரு, மாடம்பாக்கம், காஞ்சிபுரம்.: [571, 1248, 712, 1291]
names-text: (1) பெ.பக்தவச்சலம், மாரியம்மன் கோயில் தெரு, சாலமங்கலம், படப்பை, காஞ்சிபுரம். (2) ஏ.அருள்பாண்டி, மாரியம்மன் கோயில் தெரு, சாலமங்கலம், படப்பை, காஞ்சிபுரம். (3) பா.சதாசிவம், பெருமாள் கோயில் தெரு, சாலமங்கலம், படப்பை, காஞ்சிபுரம். (4) செ.வாசுதேவன், மாரியம்மன் கோயில் தெரு, சாலமங்கலம், படப்பை, காஞ்சிபுரம்.: [23, 1661, 244, 1784]
booth-organizer: வோராதிகுமார், 4/21, பிள்ளையார் கோயில் தெரு, அம்பேத்கர் நகர், படப்பை, காஞ்சிபுரம்.: [99, 848, 215, 907]
